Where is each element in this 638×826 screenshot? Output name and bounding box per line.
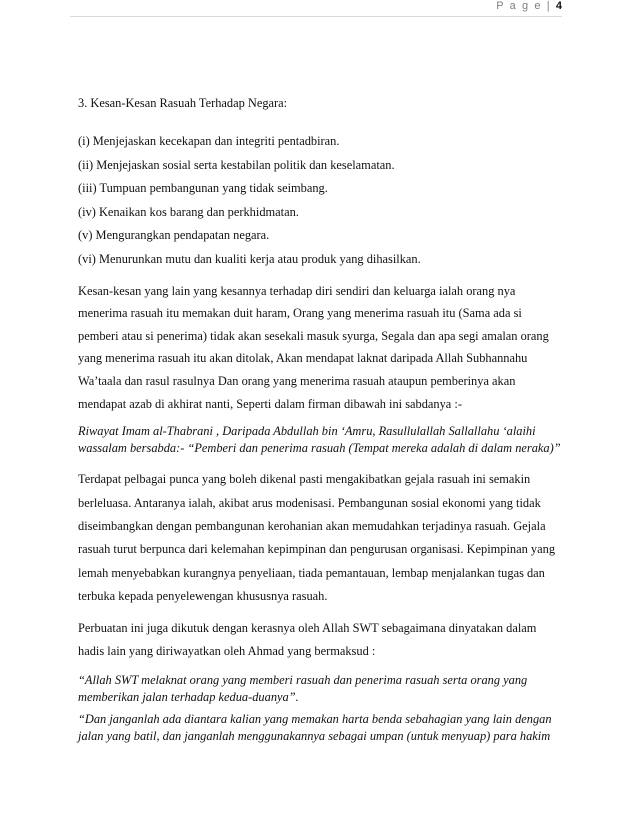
paragraph-causes: Terdapat pelbagai punca yang boleh dikenal pasti mengakibatkan gejala rasuah ini semakin berleluasa. Antaranya ialah, akibat arus modenisasi. Pembangunan sosial ekonomi yang tidak diseimbangkan dengan pembangunan kerohanian akan memudahkan terjadinya rasuah. Gejala rasuah turut berpunca dari kelemahan kepimpinan dan pengurusan organisasi. Kepimpinan yang lemah menyebabkan kurangnya penyeliaan, tiada pemantauan, lembap menjalankan tugas dan terbuka kepada penyelewengan khususnya rasuah. <box>78 472 556 604</box>
paragraph-other-effects: Kesan-kesan yang lain yang kesannya terhadap diri sendiri dan keluarga ialah orang nya menerima rasuah itu memakan duit haram, Orang yang menerima rasuah itu (Sama ada si pemberi atau si penerima) tidak akan sesekali masuk syurga, Segala dan apa segi amalan orang yang menerima rasuah itu akan ditolak, Akan mendapat laknat daripada Allah Subhannahu Wa’taala dan rasul rasulnya Dan orang yang menerima rasuah ataupun pemberinya akan mendapat azab di akhirat nanti, Seperti dalam firman dibawah ini sabdanya :- <box>78 283 549 411</box>
list-item: (i) Menjejaskan kecekapan dan integriti pentadbiran. <box>78 134 340 148</box>
verse-quote: “Dan janganlah ada diantara kalian yang memakan harta benda sebahagian yang lain dengan jalan yang batil, dan janganlah menggunakannya sebagai umpan (untuk menyuap) para hakim <box>78 711 552 743</box>
list-item: (ii) Menjejaskan sosial serta kestabilan politik dan keselamatan. <box>78 157 395 172</box>
hadith-quote-thabrani: Riwayat Imam al-Thabrani , Daripada Abdullah bin ‘Amru, Rasullulallah Sallallahu ‘alaihi wassalam bersabda:- “Pemberi dan penerima rasuah (Tempat mereka adalah di dalam neraka)” <box>78 424 561 456</box>
document-body <box>78 92 564 745</box>
list-item: (v) Mengurangkan pendapatan negara. <box>78 228 270 243</box>
page-separator: | <box>546 0 552 12</box>
effects-list <box>78 130 564 272</box>
list-item: (iv) Kenaikan kos barang dan perkhidmatan. <box>78 204 299 219</box>
list-item: (vi) Menurunkan mutu dan kualiti kerja atau produk yang dihasilkan. <box>78 251 421 266</box>
hadith-quote-ahmad: “Allah SWT melaknat orang yang memberi rasuah dan penerima rasuah serta orang yang memberikan jalan terhadap kedua-duanya”. <box>78 672 528 704</box>
paragraph-condemnation: Perbuatan ini juga dikutuk dengan kerasnya oleh Allah SWT sebagaimana dinyatakan dalam hadis lain yang diriwayatkan oleh Ahmad yang bermaksud : <box>78 620 537 658</box>
section-heading: 3. Kesan-Kesan Rasuah Terhadap Negara: <box>78 96 288 110</box>
page-label: P a g e <box>496 0 543 12</box>
list-item: (iii) Tumpuan pembangunan yang tidak seimbang. <box>78 181 328 196</box>
page-number: 4 <box>555 0 562 12</box>
page-header <box>70 0 562 17</box>
